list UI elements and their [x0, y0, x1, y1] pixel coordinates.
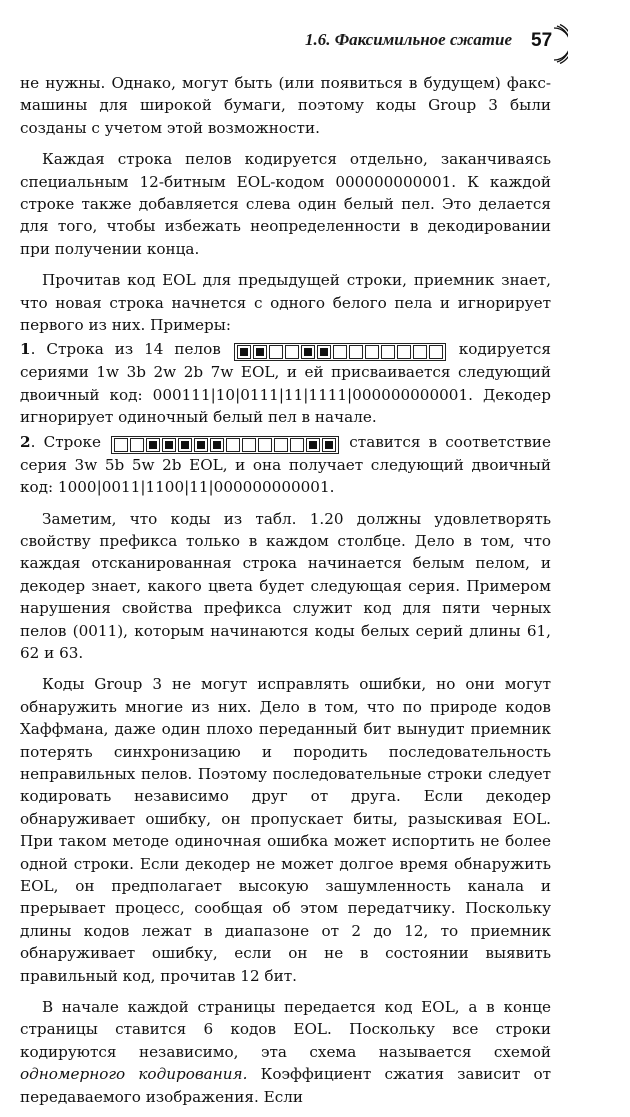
- white-pel: [365, 345, 379, 359]
- white-pel: [381, 345, 395, 359]
- white-pel: [114, 438, 128, 452]
- paragraph-6: [20, 996, 551, 1108]
- example-1-lead: . Строка из 14 пелов: [30, 340, 221, 359]
- white-pel: [274, 438, 288, 452]
- black-pel: [317, 345, 331, 359]
- paragraph-2: Каждая строка пелов кодируется отдельно, заканчиваясь специальным 12-битным EOL-кодом 000000000001. К каждой строке также добавляется слева один белый пел. Это делается для того, чтобы избежать неопределенности в декодировании при получении конца.: [20, 150, 551, 258]
- page-number: 57: [531, 30, 553, 51]
- paragraph-1: не нужны. Однако, могут быть (или появиться в будущем) факс-машины для широкой бумаги, поэтому коды Group 3 были созданы с учетом этой возможности.: [20, 74, 551, 137]
- paragraph-6-emphasis: одномерного кодирования.: [20, 1065, 248, 1084]
- white-pel: [226, 438, 240, 452]
- white-pel: [269, 345, 283, 359]
- example-1-number: 1: [20, 340, 31, 359]
- example-2-lead: . Строке: [30, 432, 101, 451]
- white-pel: [333, 345, 347, 359]
- page-body: [20, 72, 551, 1117]
- black-pel: [322, 438, 336, 452]
- paragraph-3: Прочитав код EOL для предыдущей строки, приемник знает, что новая строка начнется с одного белого пела и игнорирует первого из них. Примеры:: [20, 271, 551, 335]
- example-1: [20, 338, 551, 428]
- white-pel: [130, 438, 144, 452]
- white-pel: [285, 345, 299, 359]
- example-2-number: 2: [20, 432, 31, 451]
- paragraph-6-start: В начале каждой страницы передается код EOL, а в конце страницы ставится 6 кодов EOL. Поскольку все строки кодируются независимо, эта схема называется схемой: [20, 998, 551, 1061]
- example-1-body: кодируется сериями 1w 3b 2w 2b 7w EOL, и ей присваивается следующий двоичный код: 000111|10|0111|11|1111|000000000001. Декодер игнорирует одиночный белый пел в начале.: [20, 340, 551, 427]
- running-header: [0, 18, 630, 68]
- black-pel: [237, 345, 251, 359]
- white-pel: [349, 345, 363, 359]
- black-pel: [306, 438, 320, 452]
- black-pel: [178, 438, 192, 452]
- black-pel: [146, 438, 160, 452]
- white-pel: [413, 345, 427, 359]
- white-pel: [242, 438, 256, 452]
- paragraph-5: Коды Group 3 не могут исправлять ошибки, но они могут обнаружить многие из них. Дело в том, что по природе кодов Хаффмана, даже один плохо переданный бит вынудит приемник потерять синхронизацию и породить последовательность неправильных пелов. Поэтому последовательные строки следует кодировать независимо друг от друга. Если декодер обнаруживает ошибку, он пропускает биты, разыскивая EOL. При таком методе одиночная ошибка может испортить не более одной строки. Если декодер не может долгое время обнаружить EOL, он предполагает высокую зашумленность канала и прерывает процесс, сообщая об этом передатчику. Поскольку длины кодов лежат в диапазоне от 2 до 12, то приемник обнаруживает ошибку, если он не в состоянии выявить правильный код, прочитав 12 бит.: [20, 675, 551, 985]
- white-pel: [397, 345, 411, 359]
- white-pel: [290, 438, 304, 452]
- black-pel: [162, 438, 176, 452]
- paragraph-6-end: Коэффициент сжатия зависит от передаваемого изображения. Если: [20, 1065, 552, 1106]
- running-head-title: 1.6. Факсимильное сжатие: [304, 30, 512, 49]
- white-pel: [258, 438, 272, 452]
- white-pel: [429, 345, 443, 359]
- page-number-badge: [528, 24, 568, 64]
- black-pel: [194, 438, 208, 452]
- pel-row-1: [234, 343, 446, 361]
- example-2-body: ставится в соответствие серия 3w 5b 5w 2b EOL, и она получает следующий двоичный код: 1000|0011|1100|11|000000000001.: [20, 432, 552, 497]
- example-2: [20, 431, 551, 499]
- black-pel: [253, 345, 267, 359]
- black-pel: [301, 345, 315, 359]
- black-pel: [210, 438, 224, 452]
- paragraph-4: Заметим, что коды из табл. 1.20 должны удовлетворять свойству префикса только в каждом столбце. Дело в том, что каждая отсканированная строка начинается белым пелом, и декодер знает, какого цвета будет следующая серия. Примером нарушения свойства префикса служит код для пяти черных пелов (0011), которым начинаются коды белых серий длины 61, 62 и 63.: [20, 509, 551, 662]
- pel-row-2: [111, 436, 339, 454]
